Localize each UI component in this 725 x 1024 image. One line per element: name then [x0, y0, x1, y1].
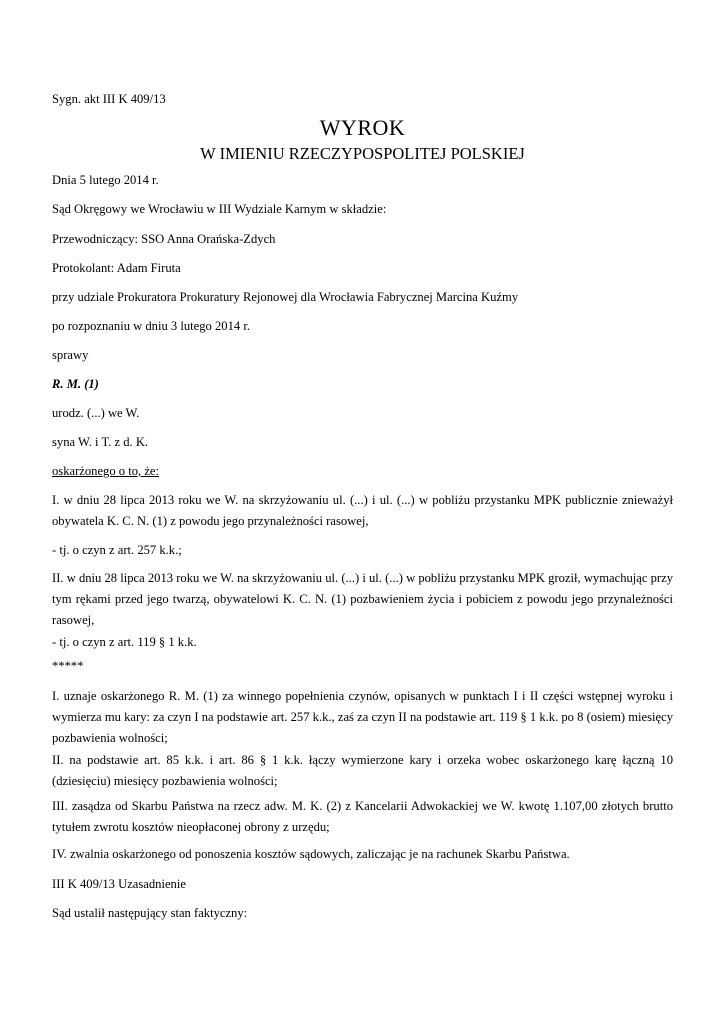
presiding-judge: Przewodniczący: SSO Anna Orańska-Zdych — [52, 232, 276, 246]
charge-1-article: - tj. o czyn z art. 257 k.k.; — [52, 543, 182, 557]
section-separator: ***** — [52, 659, 84, 673]
charge-1: I. w dniu 28 lipca 2013 roku we W. na skrzyżowaniu ul. (...) i ul. (...) w pobliżu przystanku MPK publicznie znieważył obywatela K. C. N. (1) z powodu jego przynależności rasowej, — [52, 493, 673, 528]
document-subtitle: W IMIENIU RZECZYPOSPOLITEJ POLSKIEJ — [200, 144, 525, 163]
court-composition: Sąd Okręgowy we Wrocławiu w III Wydziale Karnym w składzie: — [52, 202, 387, 216]
charge-2-article: - tj. o czyn z art. 119 § 1 k.k. — [52, 635, 197, 649]
defendant-parents: syna W. i T. z d. K. — [52, 435, 149, 449]
court-clerk: Protokolant: Adam Firuta — [52, 261, 181, 275]
facts-intro: Sąd ustalił następujący stan faktyczny: — [52, 906, 248, 920]
case-word: sprawy — [52, 348, 89, 362]
verdict-point-3: III. zasądza od Skarbu Państwa na rzecz adw. M. K. (2) z Kancelarii Adwokackiej we W. kwotę 1.107,00 złotych brutto tytułem zwrotu kosztów nieopłaconej obrony z urzędu; — [52, 799, 673, 834]
charge-2: II. w dniu 28 lipca 2013 roku we W. na skrzyżowaniu ul. (...) i ul. (...) w pobliżu przystanku MPK groził, wymachując przy tym rękami przed jego twarzą, obywatelowi K. C. N. (1) pozbawieniem życia i pobiciem z powodu jego przynależności rasowej, — [52, 571, 673, 627]
document-title: WYROK — [319, 115, 406, 140]
defendant-name: R. M. (1) — [52, 377, 99, 391]
case-reference: Sygn. akt III K 409/13 — [52, 92, 166, 106]
judgment-date: Dnia 5 lutego 2014 r. — [52, 173, 159, 187]
verdict-point-1: I. uznaje oskarżonego R. M. (1) za winnego popełnienia czynów, opisanych w punktach I i II części wstępnej wyroku i wymierza mu kary: za czyn I na podstawie art. 257 k.k., zaś za czyn II na podstawie art. 119 § 1 k.k. po 8 (osiem) miesięcy pozbawienia wolności; — [52, 689, 673, 745]
defendant-birth: urodz. (...) we W. — [52, 406, 140, 420]
verdict-point-2: II. na podstawie art. 85 k.k. i art. 86 § 1 k.k. łączy wymierzone kary i orzeka wobec oskarżonego karę łączną 10 (dziesięciu) miesięcy pozbawienia wolności; — [52, 753, 673, 788]
justification-header: III K 409/13 Uzasadnienie — [52, 877, 186, 891]
verdict-point-4: IV. zwalnia oskarżonego od ponoszenia kosztów sądowych, zaliczając je na rachunek Skarbu Państwa. — [52, 847, 570, 861]
hearing-date: po rozpoznaniu w dniu 3 lutego 2014 r. — [52, 319, 250, 333]
prosecutor: przy udziale Prokuratora Prokuratury Rejonowej dla Wrocławia Fabrycznej Marcina Kuźmy — [52, 290, 519, 304]
charges-header: oskarżonego o to, że: — [52, 464, 160, 478]
